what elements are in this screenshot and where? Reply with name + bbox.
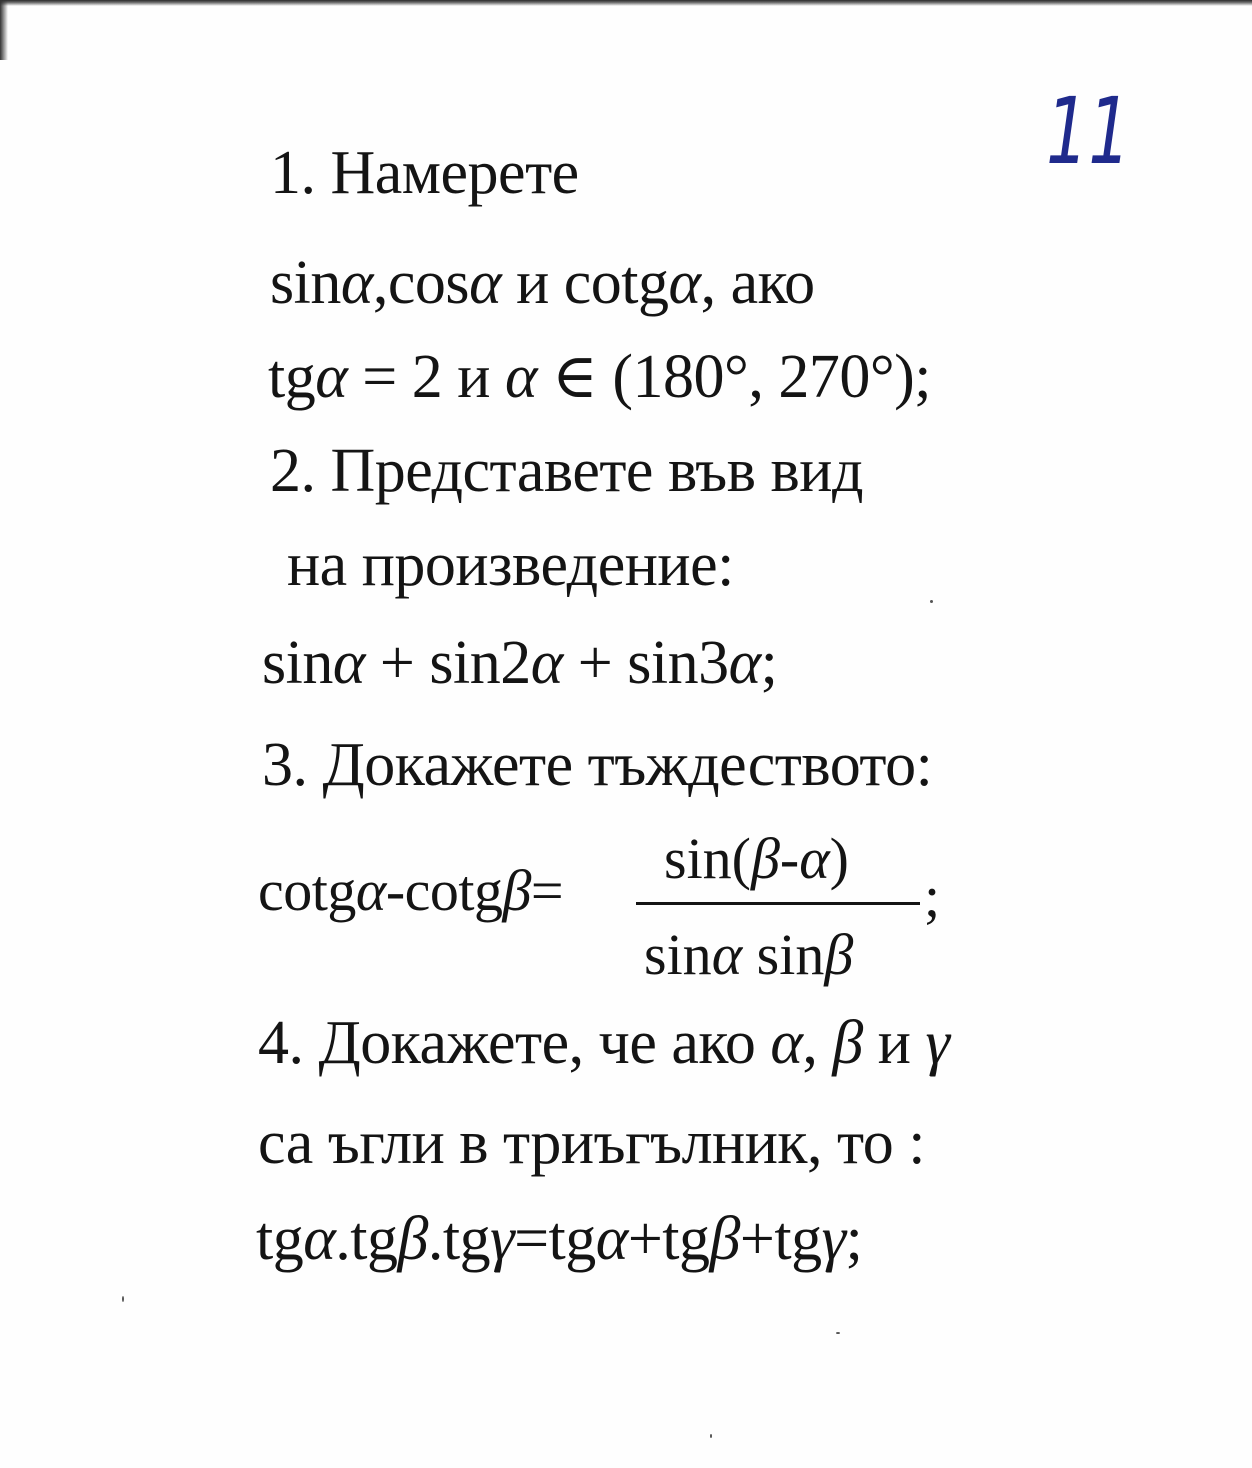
- problem-3-title: 3. Докажете тъждеството:: [262, 731, 933, 799]
- scan-edge-left: [0, 0, 8, 60]
- identity-end-semicolon: ;: [924, 864, 941, 929]
- scan-speck: [710, 1434, 712, 1438]
- problem-2-line-2: sinα + sin2α + sin3α;: [262, 629, 778, 697]
- scan-speck: [122, 1296, 124, 1302]
- problem-2-line-1: на произведение:: [287, 531, 734, 599]
- problem-3-lhs: cotgα-cotgβ=: [258, 858, 564, 923]
- problem-2-title: 2. Представете във вид: [270, 437, 864, 505]
- problem-1-line-1: sinα,cosα и cotgα, ако: [270, 249, 815, 317]
- scan-speck: [930, 600, 933, 603]
- scan-edge-top: [0, 0, 1252, 6]
- handwritten-page-number: 11: [1038, 78, 1138, 185]
- fraction-bar: [636, 902, 920, 905]
- problem-1-line-2: tgα = 2 и α ∈ (180°, 270°);: [268, 343, 931, 411]
- scan-speck: [836, 1332, 840, 1334]
- problem-1-title: 1. Намерете: [270, 139, 579, 207]
- fraction-denominator: sinα sinβ: [644, 922, 854, 987]
- fraction-numerator: sin(β-α): [664, 826, 849, 891]
- problem-4-line-2: tgα.tgβ.tgγ=tgα+tgβ+tgγ;: [256, 1205, 863, 1273]
- problem-4-title: 4. Докажете, че ако α, β и γ: [258, 1009, 950, 1077]
- problem-4-line-1: са ъгли в триъгълник, то :: [258, 1109, 926, 1177]
